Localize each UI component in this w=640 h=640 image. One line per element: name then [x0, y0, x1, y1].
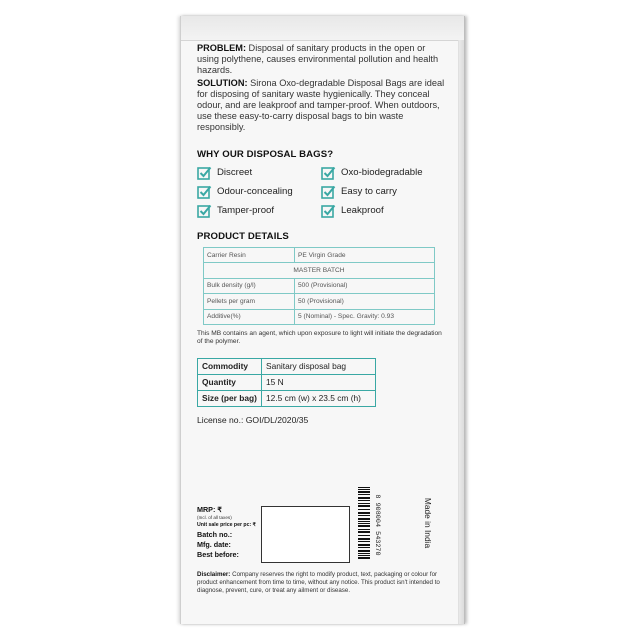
- product-details-table: [203, 247, 435, 325]
- table-cell: Commodity: [198, 358, 262, 374]
- solution-paragraph: [197, 78, 449, 134]
- mrp-label: MRP: ₹: [197, 505, 222, 514]
- box-side-edge: [458, 40, 464, 624]
- feature-item: [321, 204, 441, 218]
- feature-item: [321, 166, 441, 180]
- price-entry-box: [261, 506, 350, 563]
- table-row: [198, 358, 376, 374]
- feature-label: Easy to carry: [341, 186, 397, 198]
- table-row: [198, 391, 376, 407]
- feature-list: [197, 166, 449, 218]
- feature-label: Leakproof: [341, 205, 384, 217]
- made-in-label: Made in India: [423, 497, 433, 549]
- table-cell: PE Virgin Grade: [295, 248, 435, 263]
- problem-label: PROBLEM:: [197, 43, 246, 53]
- table-row: [204, 248, 435, 263]
- solution-text: Sirona Oxo-degradable Disposal Bags are ideal for disposing of sanitary waste hygienically. They conceal odour, and are leakproof and tamper-proof. When outdoors, use these easy-to-carry disposal bags to bin waste responsibly.: [197, 77, 445, 133]
- feature-label: Tamper-proof: [217, 205, 275, 217]
- table-cell: 12.5 cm (w) x 23.5 cm (h): [262, 391, 376, 407]
- checkbox-check-icon: [197, 185, 212, 199]
- product-details-title: PRODUCT DETAILS: [197, 230, 289, 242]
- problem-paragraph: [197, 43, 449, 77]
- table-cell: Bulk density (g/l): [204, 278, 295, 293]
- table-row: [198, 375, 376, 391]
- master-batch-header: MASTER BATCH: [204, 263, 435, 278]
- table-cell: Additive(%): [204, 309, 295, 324]
- price-block: [197, 505, 256, 560]
- table-cell: 50 (Provisional): [295, 294, 435, 309]
- feature-label: Oxo-biodegradable: [341, 167, 423, 179]
- table-cell: Carrier Resin: [204, 248, 295, 263]
- table-cell: 15 N: [262, 375, 376, 391]
- checkbox-check-icon: [321, 204, 336, 218]
- mb-note: This MB contains an agent, which upon exposure to light will initiate the degradation of the polymer.: [197, 329, 442, 346]
- table-row: [204, 278, 435, 293]
- barcode-icon: [356, 487, 370, 559]
- table-cell: Quantity: [198, 375, 262, 391]
- table-cell: Pellets per gram: [204, 294, 295, 309]
- table-cell: Size (per bag): [198, 391, 262, 407]
- table-cell: 500 (Provisional): [295, 278, 435, 293]
- feature-label: Odour-concealing: [217, 186, 293, 198]
- checkbox-check-icon: [197, 166, 212, 180]
- product-box: [180, 16, 465, 624]
- table-row: [204, 294, 435, 309]
- disclaimer-text: Company reserves the right to modify product, text, packaging or colour for product enhancement from time to time, without any notice. This product isn't intended to diagnose, prevent, cure, or treat any ailment or disease.: [197, 571, 440, 594]
- checkbox-check-icon: [321, 166, 336, 180]
- best-before-label: Best before:: [197, 550, 239, 559]
- disclaimer: [197, 571, 449, 595]
- barcode-number: 8 908004 543270: [373, 494, 381, 556]
- unit-price-label: Unit sale price per pc: ₹: [197, 522, 256, 528]
- disclaimer-label: Disclaimer:: [197, 571, 231, 578]
- box-top-flap: [181, 16, 464, 41]
- feature-item: [321, 185, 441, 199]
- checkbox-check-icon: [321, 185, 336, 199]
- problem-text: Disposal of sanitary products in the open or using polythene, causes environmental pollution and health hazards.: [197, 43, 439, 76]
- incl-taxes-label: (Incl. of all taxes): [197, 515, 232, 520]
- feature-label: Discreet: [217, 167, 253, 179]
- mfg-date-label: Mfg. date:: [197, 540, 231, 549]
- feature-item: [197, 204, 321, 218]
- commodity-table: [197, 358, 376, 408]
- license-number: License no.: GOI/DL/2020/35: [197, 415, 309, 426]
- box-content: [197, 43, 449, 427]
- table-cell: Sanitary disposal bag: [262, 358, 376, 374]
- checkbox-check-icon: [197, 204, 212, 218]
- feature-item: [197, 166, 321, 180]
- solution-label: SOLUTION:: [197, 77, 248, 88]
- feature-item: [197, 185, 321, 199]
- batch-label: Batch no.:: [197, 530, 233, 539]
- table-row: [204, 263, 435, 278]
- table-cell: 5 (Nominal) - Spec. Gravity: 0.93: [295, 309, 435, 324]
- why-title: WHY OUR DISPOSAL BAGS?: [197, 148, 334, 160]
- table-row: [204, 309, 435, 324]
